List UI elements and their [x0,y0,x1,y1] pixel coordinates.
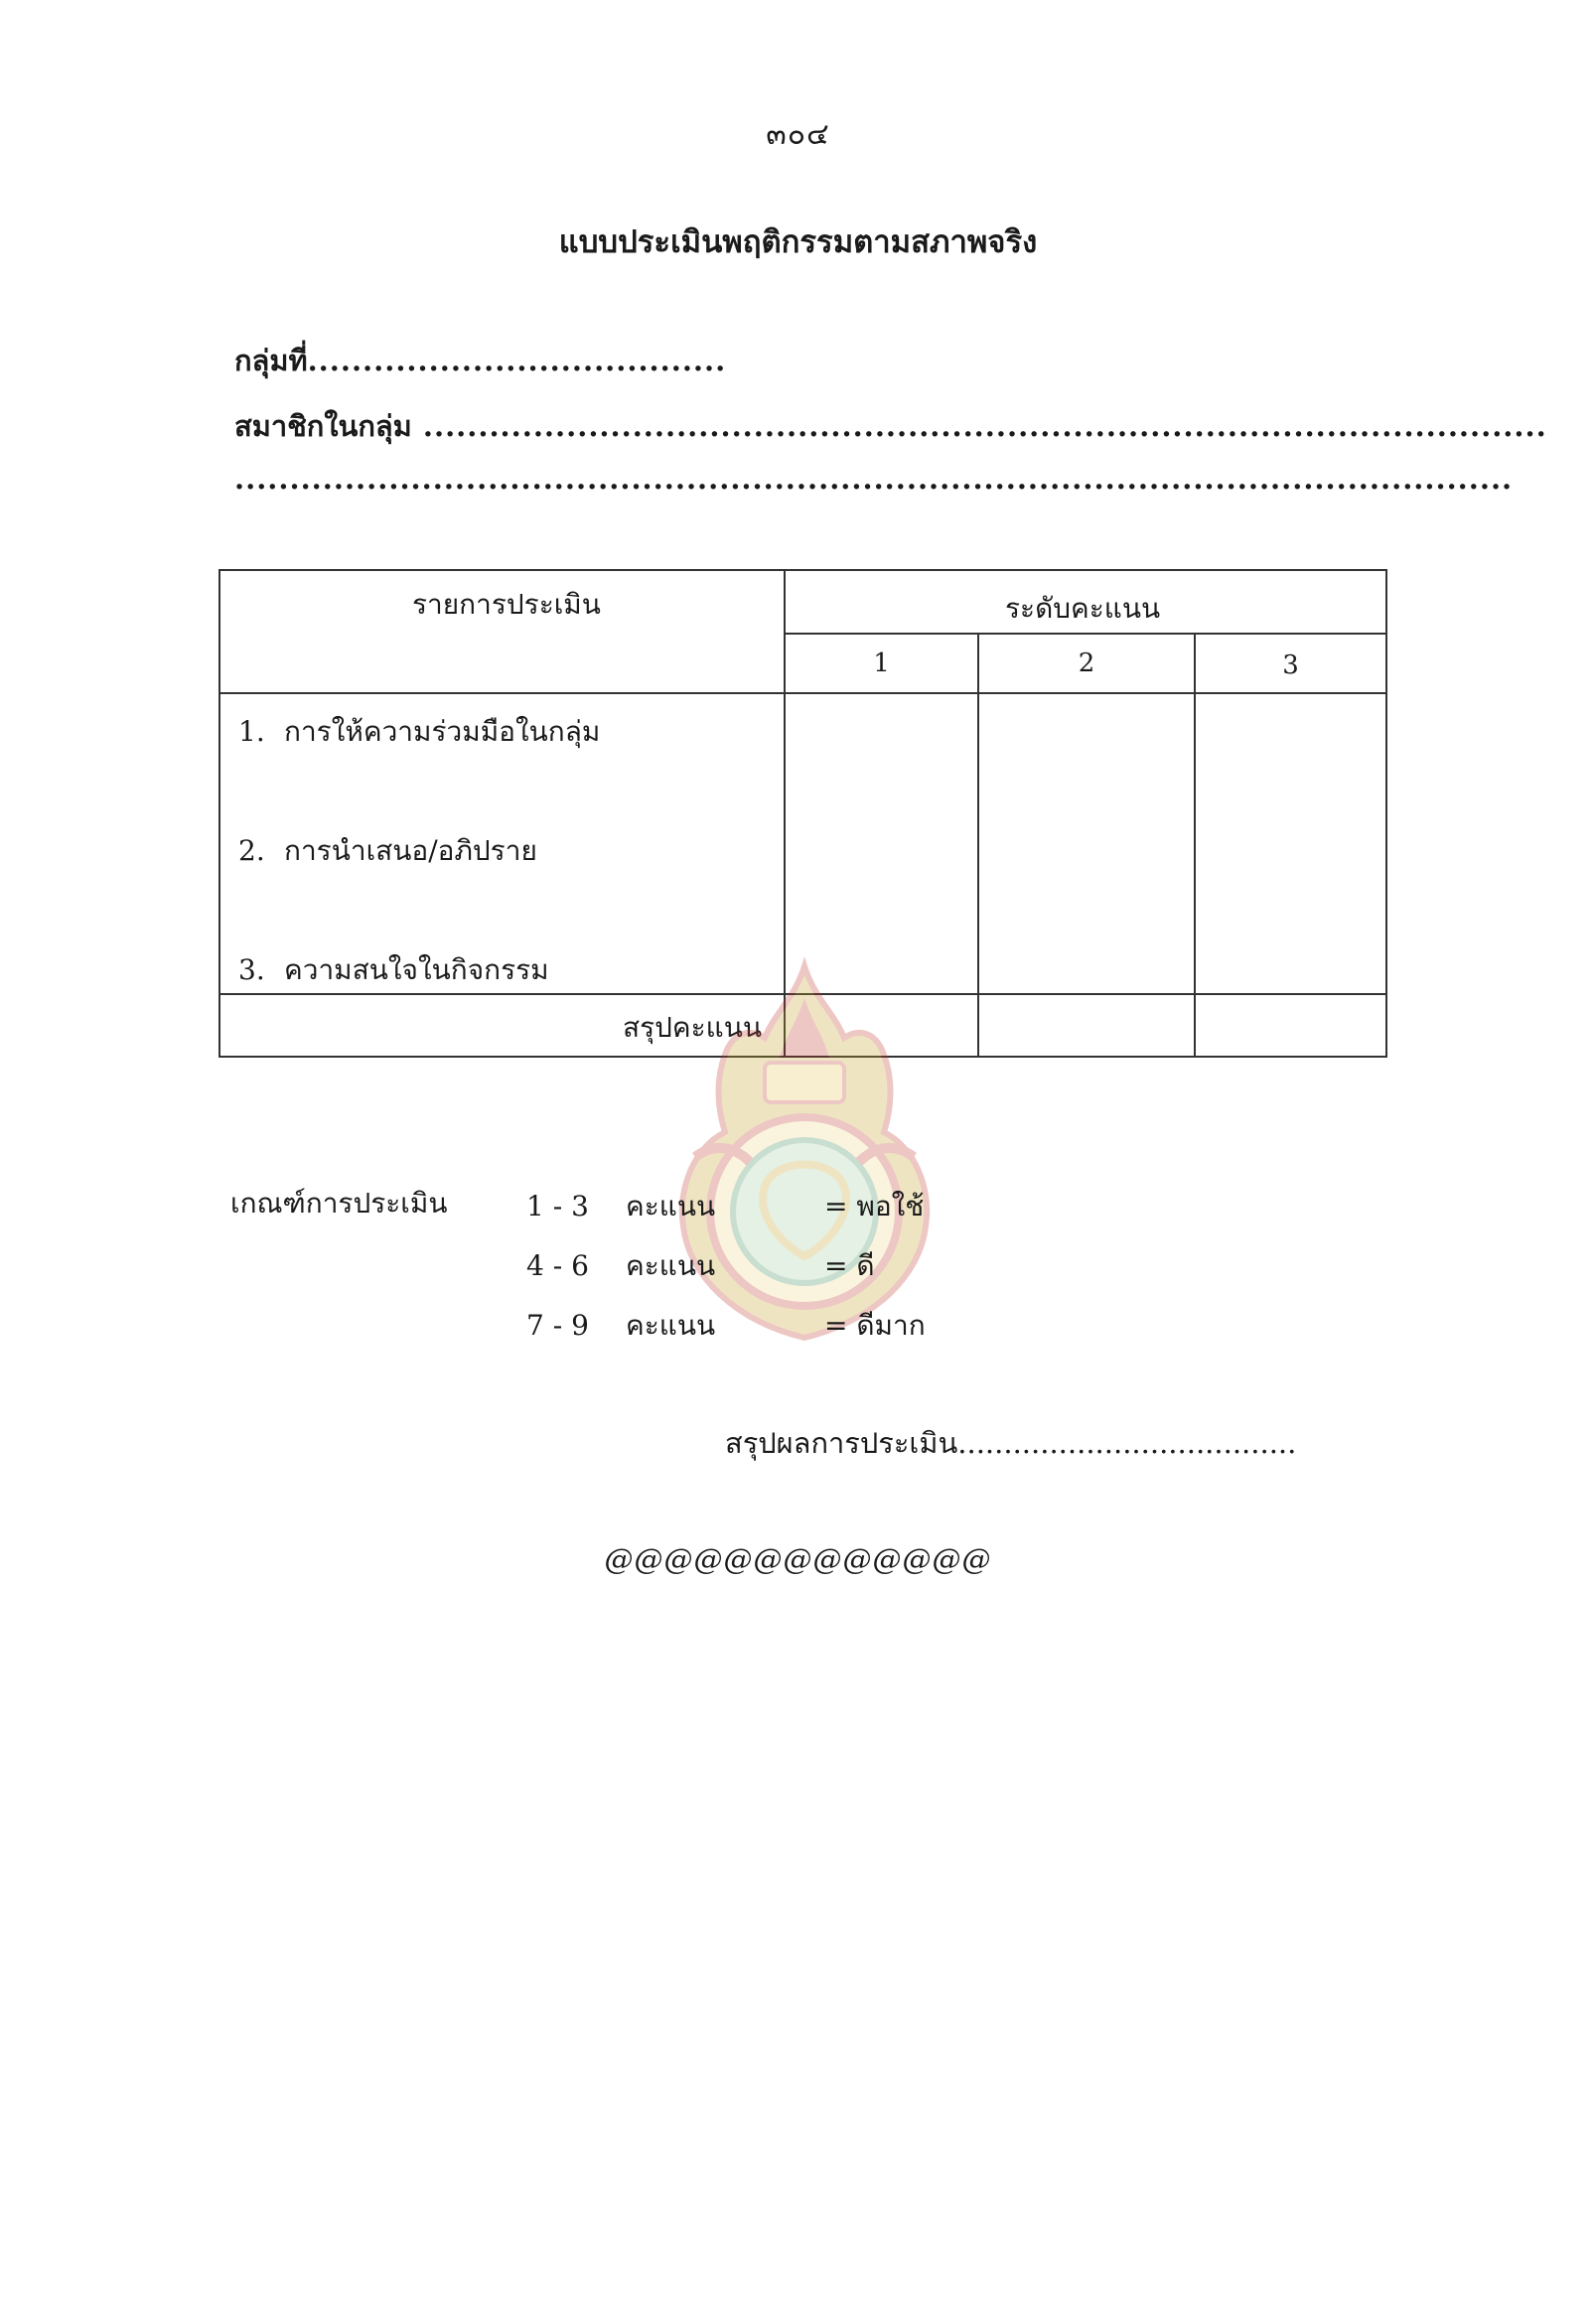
footer-separator: @@@@@@@@@@@@@ [604,1542,992,1576]
criteria-label: เกณฑ์การประเมิน [230,1187,448,1220]
criteria-result: = ดีมาก [824,1309,926,1342]
level-2-label: 2 [1078,648,1095,678]
criteria-range: 4 - 6 [526,1249,589,1282]
group-dots: ...................................... [307,344,727,377]
members-label: สมาชิกในกลุ่ม [234,409,412,443]
item-text: ความสนใจในกิจกรรม [284,953,549,986]
level-1-label: 1 [873,648,890,678]
criteria-unit: คะแนน [626,1190,716,1223]
item-text: การให้ความร่วมมือในกลุ่ม [284,715,601,748]
criteria-range: 7 - 9 [526,1309,589,1342]
criteria-result: = ดี [824,1249,875,1282]
header-level-label: ระดับคะแนน [1005,592,1161,625]
item-number: 2. [238,834,265,867]
item-number: 3. [238,953,265,986]
continuation-dots: .................................................................................................................... [234,462,1514,496]
members-dots: ...................................................................................................... [411,409,1547,443]
evaluation-summary [725,1420,1296,1466]
criteria-row [526,1304,926,1348]
criteria-row [526,1185,924,1228]
page-number: ๓๐๔ [766,117,830,152]
level-3-label: 3 [1282,650,1299,680]
item-row-3 [238,948,549,992]
evaluation-summary-dots: ..................................... [957,1426,1297,1460]
item-number: 1. [238,715,265,748]
criteria-range: 1 - 3 [526,1190,589,1223]
criteria-unit: คะแนน [626,1249,716,1282]
table-divider [784,633,1385,635]
evaluation-summary-label: สรุปผลการประเมิน [725,1426,958,1460]
criteria-result: = พอใช้ [824,1190,925,1223]
summary-row-label: สรุปคะแนน [623,1011,762,1044]
item-row-1 [238,710,600,754]
item-row-2 [238,829,537,873]
criteria-row [526,1244,875,1288]
group-field [234,338,791,383]
group-label: กลุ่มที่ [234,344,308,377]
item-text: การนำเสนอ/อภิปราย [284,834,537,867]
header-item-label: รายการประเมิน [412,588,601,621]
table-divider [220,692,1385,694]
members-field [234,403,1547,449]
criteria-unit: คะแนน [626,1309,716,1342]
page-title: แบบประเมินพฤติกรรมตามสภาพจริง [558,224,1038,260]
members-continuation-field [234,462,1514,496]
